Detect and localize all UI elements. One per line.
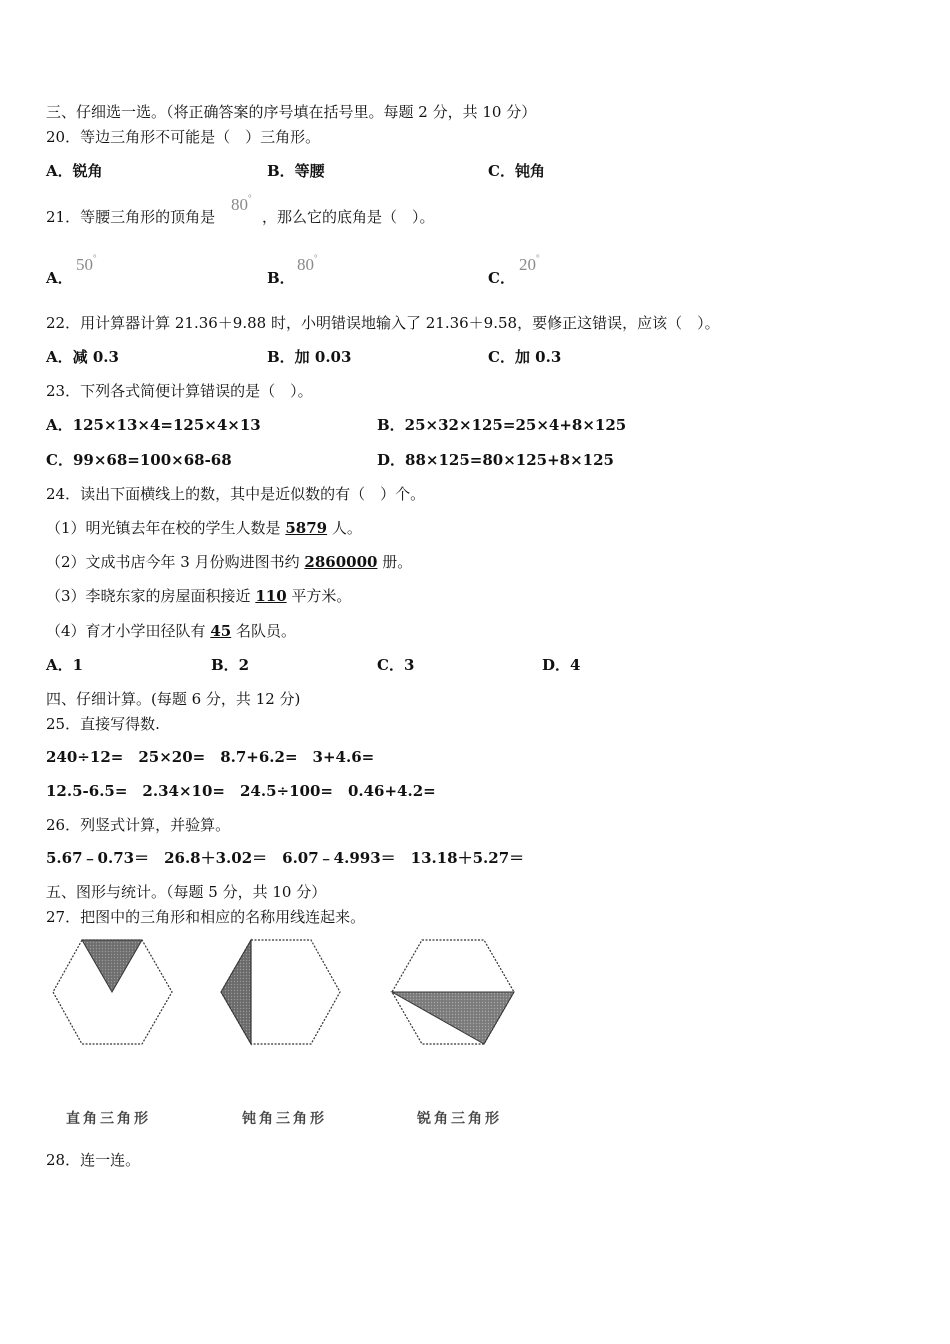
hexagon-figure-2	[218, 938, 343, 1048]
q20-option-b: B．等腰	[267, 162, 325, 180]
q26-row: 5.67﹣0.73＝ 26.8＋3.02＝ 6.07﹣4.993＝ 13.18＋5.27＝	[46, 849, 525, 867]
shaded-triangle	[392, 992, 514, 1044]
shaded-triangle	[82, 940, 142, 992]
q21-stem-before: 21．等腰三角形的顶角是	[46, 208, 216, 226]
q24-item-4: （4）育才小学田径队有 45 名队员。	[46, 622, 296, 640]
q21-option-a-value: 50°	[76, 253, 97, 274]
q25-stem: 25．直接写得数.	[46, 715, 160, 733]
q22-option-c: C．加 0.3	[488, 348, 562, 366]
q25-row-2: 12.5-6.5= 2.34×10= 24.5÷100= 0.46+4.2=	[46, 782, 436, 800]
q24-item-3: （3）李晓东家的房屋面积接近 110 平方米。	[46, 587, 352, 605]
q23-option-c: C．99×68=100×68-68	[46, 451, 232, 469]
q22-option-b: B．加 0.03	[267, 348, 352, 366]
q24-option-b: B．2	[211, 656, 250, 674]
q21-stem-after: ，那么它的底角是（ ）。	[262, 208, 435, 226]
section3-heading: 三、仔细选一选。（将正确答案的序号填在括号里。每题 2 分，共 10 分）	[46, 103, 537, 121]
q24-option-a: A．1	[46, 656, 84, 674]
q21-option-c-value: 20°	[519, 253, 540, 274]
q20-option-a: A．锐角	[46, 162, 103, 180]
q23-stem: 23．下列各式简便计算错误的是（ ）。	[46, 382, 313, 400]
q20-option-c: C．钝角	[488, 162, 545, 180]
q23-option-a: A．125×13×4=125×4×13	[46, 416, 261, 434]
q22-stem: 22．用计算器计算 21.36＋9.88 时，小明错误地输入了 21.36＋9.58，要修正这错误，应该（ ）。	[46, 314, 720, 332]
q24-option-c: C．3	[377, 656, 415, 674]
q21-option-a-label: A．	[46, 269, 73, 287]
label-obtuse-triangle: 钝角三角形	[242, 1111, 327, 1127]
q21-option-b-value: 80°	[297, 253, 318, 274]
q21-option-c-label: C．	[488, 269, 515, 287]
q23-option-d: D．88×125=80×125+8×125	[377, 451, 614, 469]
q24-item-1: （1）明光镇去年在校的学生人数是 5879 人。	[46, 519, 362, 537]
label-right-triangle: 直角三角形	[66, 1111, 151, 1127]
q21-option-b-label: B．	[267, 269, 295, 287]
q24-option-d: D．4	[542, 656, 581, 674]
q24-item-2: （2）文成书店今年 3 月份购进图书约 2860000 册。	[46, 553, 413, 571]
q25-row-1: 240÷12= 25×20= 8.7+6.2= 3+4.6=	[46, 748, 375, 766]
q26-stem: 26．列竖式计算，并验算。	[46, 816, 231, 834]
shaded-triangle	[221, 940, 251, 1044]
q28-stem: 28．连一连。	[46, 1151, 141, 1169]
q23-option-b: B．25×32×125=25×4+8×125	[377, 416, 627, 434]
label-acute-triangle: 锐角三角形	[417, 1111, 502, 1127]
section5-heading: 五、图形与统计。（每题 5 分，共 10 分）	[46, 883, 327, 901]
hexagon-figure-1	[50, 938, 175, 1048]
section4-heading: 四、仔细计算。(每题 6 分，共 12 分)	[46, 690, 301, 708]
hexagon-figure-3	[388, 938, 518, 1048]
q24-stem: 24．读出下面横线上的数，其中是近似数的有（ ）个。	[46, 485, 426, 503]
q22-option-a: A．减 0.3	[46, 348, 119, 366]
q21-angle: 80°	[231, 193, 252, 214]
q20-stem: 20．等边三角形不可能是（ ）三角形。	[46, 128, 321, 146]
q27-stem: 27．把图中的三角形和相应的名称用线连起来。	[46, 908, 366, 926]
